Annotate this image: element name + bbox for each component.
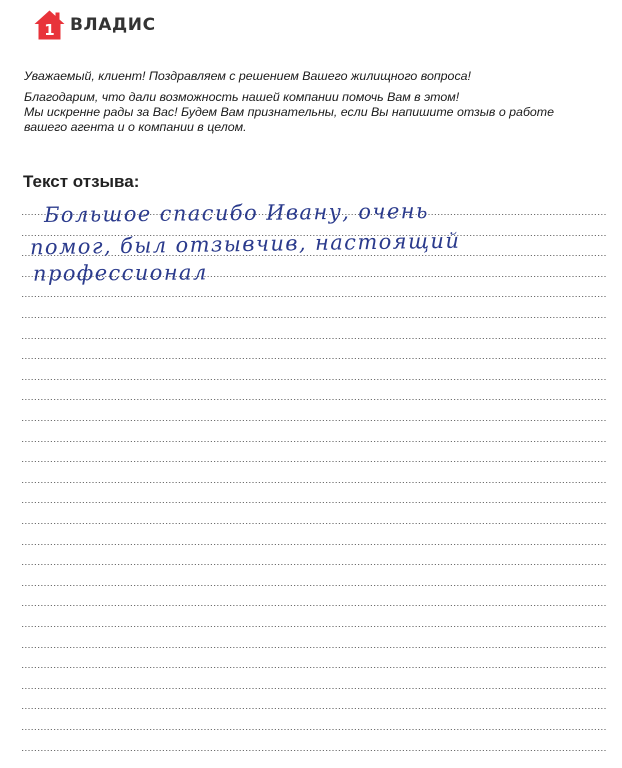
- handwritten-line: Большое спасибо Ивану, очень: [43, 198, 429, 228]
- thanks-line-3: вашего агента и о компании в целом.: [24, 120, 247, 134]
- brand-name: ВЛАДИС: [70, 15, 156, 35]
- review-heading: Текст отзыва:: [23, 172, 140, 191]
- thanks-line-1: Благодарим, что дали возможность нашей компании помочь Вам в этом!: [24, 90, 460, 104]
- thanks-line-2: Мы искренне рады за Вас! Будем Вам признательны, если Вы напишите отзыв о работе: [24, 105, 555, 119]
- handwritten-line: профессионал: [32, 260, 208, 286]
- handwritten-line: помог, был отзывчив, настоящий: [29, 228, 461, 260]
- greeting-paragraph: Уважаемый, клиент! Поздравляем с решением Вашего жилищного вопроса!: [24, 69, 471, 83]
- logo-digit: 1: [44, 21, 55, 39]
